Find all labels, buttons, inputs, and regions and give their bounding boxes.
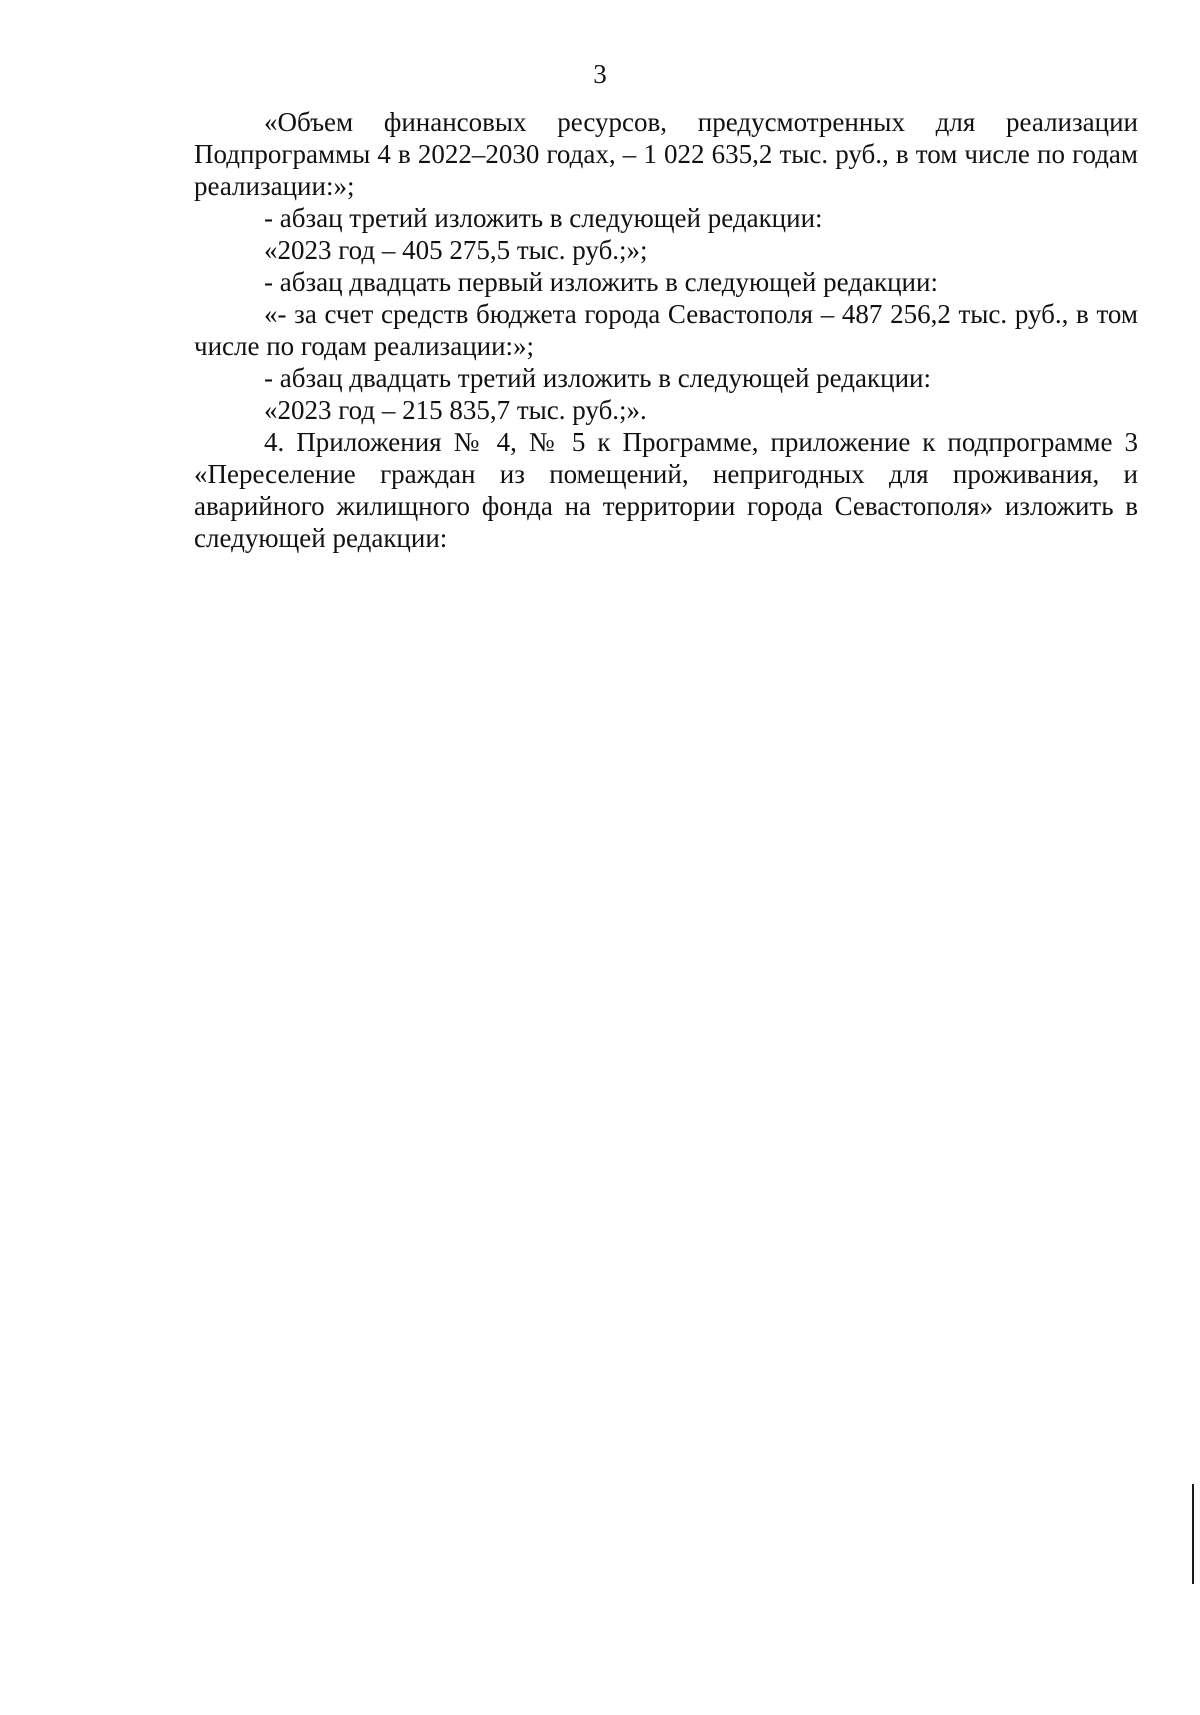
paragraph-amend-twenty-third: - абзац двадцать третий изложить в следующей редакции:: [264, 363, 931, 393]
page-number: 3: [593, 59, 607, 89]
document-body: [194, 106, 1138, 554]
paragraph-2023-amount-2: «2023 год – 215 835,7 тыс. руб.;».: [264, 395, 647, 425]
paragraph-city-budget: «- за счет средств бюджета города Севастополя – 487 256,2 тыс. руб., в том числе по годам реализации:»;: [194, 299, 1138, 361]
scan-edge-mark: [1192, 1484, 1194, 1584]
paragraph-amend-third: - абзац третий изложить в следующей редакции:: [264, 203, 823, 233]
paragraph-appendices: 4. Приложения № 4, № 5 к Программе, приложение к подпрограмме 3 «Переселение граждан из помещений, непригодных для проживания, и аварийного жилищного фонда на территории города Севастополя» изложить в следующей редакции:: [194, 427, 1138, 553]
paragraph-2023-amount-1: «2023 год – 405 275,5 тыс. руб.;»;: [264, 235, 648, 265]
paragraph-financing-volume: «Объем финансовых ресурсов, предусмотренных для реализации Подпрограммы 4 в 2022–2030 годах, – 1 022 635,2 тыс. руб., в том числе по годам реализации:»;: [194, 107, 1138, 201]
paragraph-amend-twenty-first: - абзац двадцать первый изложить в следующей редакции:: [264, 267, 938, 297]
